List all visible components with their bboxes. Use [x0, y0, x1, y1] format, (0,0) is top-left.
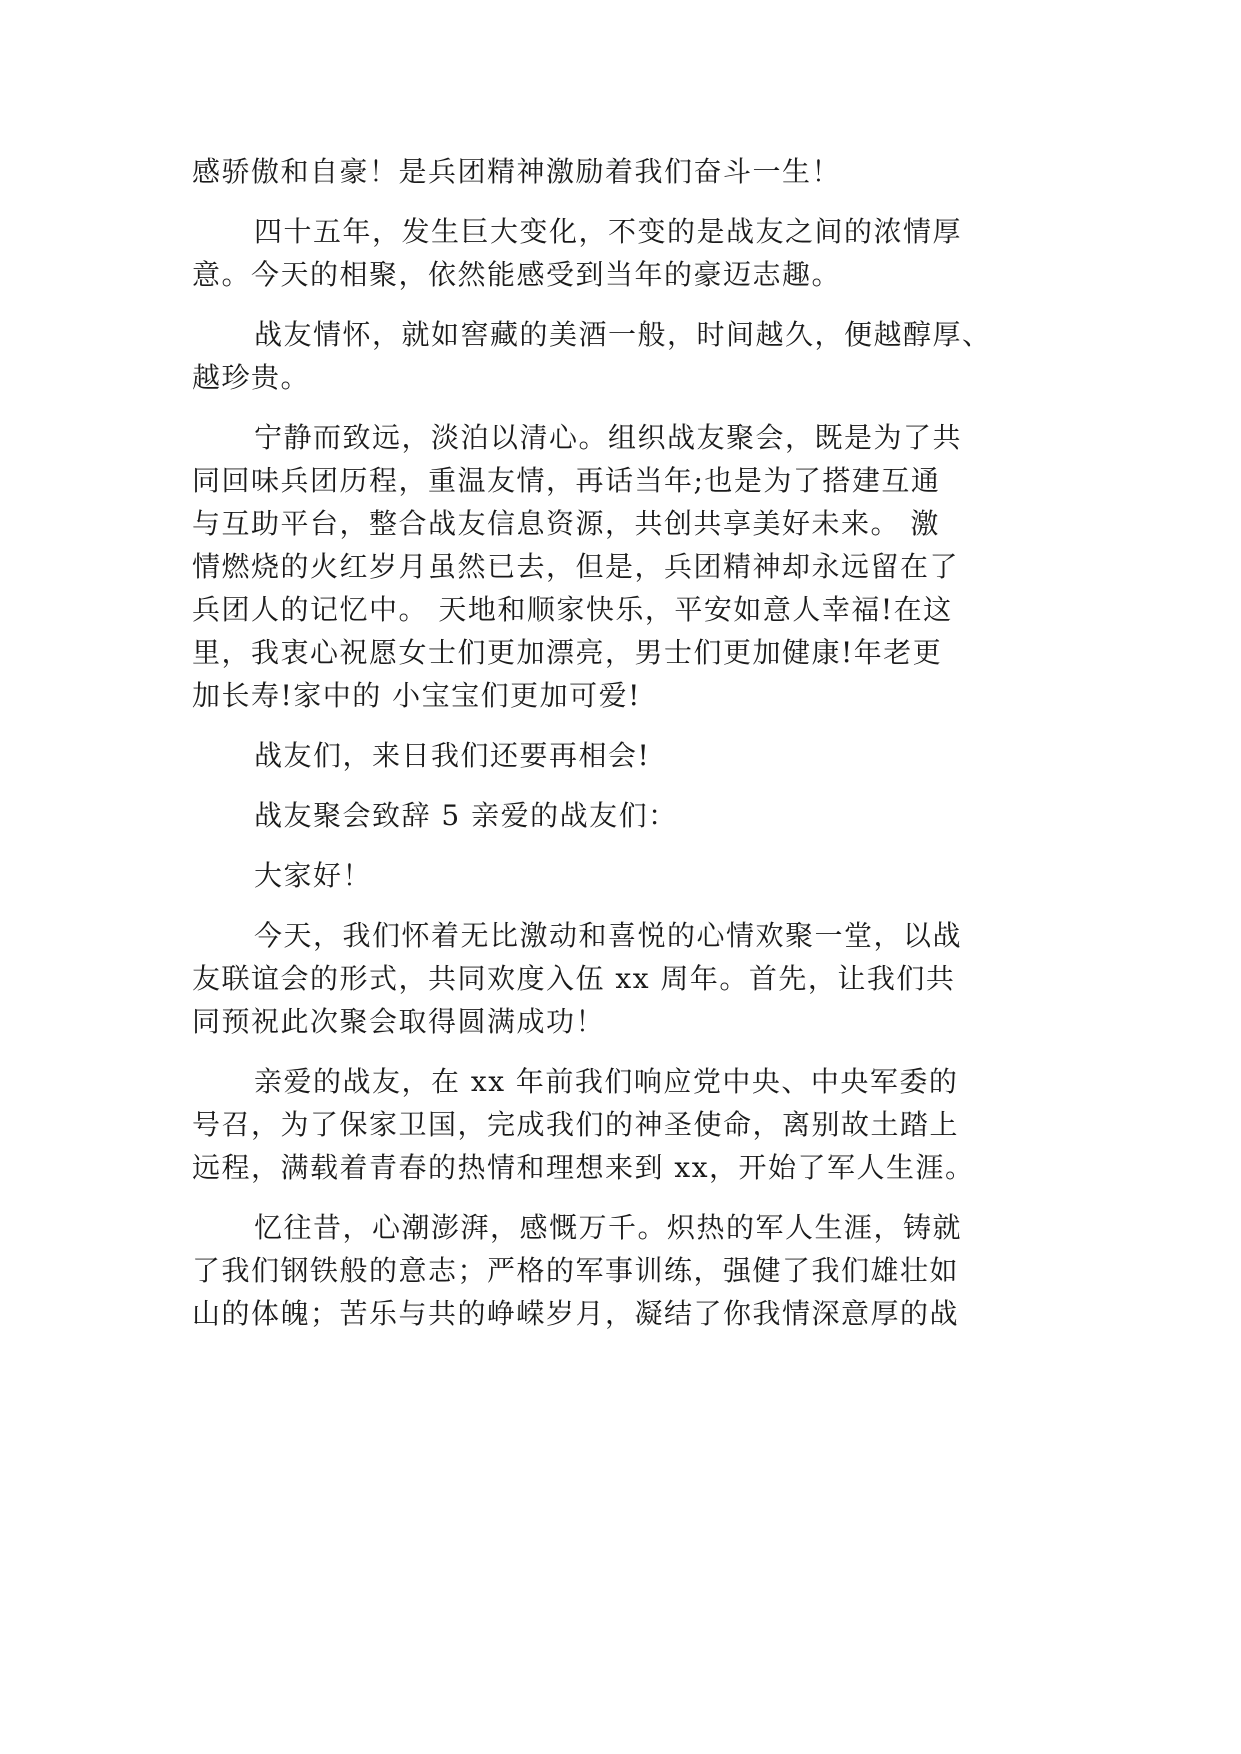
paragraph-spacing: [192, 296, 1062, 313]
text-line: 同回味兵团历程，重温友情，再话当年;也是为了搭建互通: [192, 464, 941, 497]
text-line: 远程，满载着青春的热情和理想来到 xx，开始了军人生涯。: [192, 1151, 975, 1184]
paragraph: [192, 734, 1062, 777]
paragraph-spacing: [192, 1189, 1062, 1206]
paragraph: [192, 794, 1062, 837]
text-line: 战友们，来日我们还要再相会!: [254, 739, 651, 772]
text-line: 山的体魄；苦乐与共的峥嵘岁月，凝结了你我情深意厚的战: [192, 1297, 960, 1330]
text-line: 与互助平台，整合战友信息资源，共创共享美好未来。 激: [192, 507, 940, 540]
text-line: 意。今天的相聚，依然能感受到当年的豪迈志趣。: [192, 258, 842, 291]
text-line: 同预祝此次聚会取得圆满成功！: [192, 1005, 606, 1038]
paragraph: [192, 914, 1062, 1043]
text-line: 四十五年，发生巨大变化，不变的是战友之间的浓情厚: [254, 215, 963, 248]
text-line: 战友情怀，就如窖藏的美酒一般，时间越久，便越醇厚、: [254, 318, 992, 351]
paragraph-spacing: [192, 399, 1062, 416]
text-line: 宁静而致远，淡泊以清心。组织战友聚会，既是为了共: [254, 421, 963, 454]
paragraph-spacing: [192, 837, 1062, 854]
text-line: 友联谊会的形式，共同欢度入伍 xx 周年。首先，让我们共: [192, 962, 956, 995]
paragraph-spacing: [192, 777, 1062, 794]
text-line: 兵团人的记忆中。 天地和顺家快乐，平安如意人幸福!在这: [192, 593, 953, 626]
paragraph: [192, 210, 1062, 296]
text-line: 今天，我们怀着无比激动和喜悦的心情欢聚一堂，以战: [254, 919, 963, 952]
text-line: 战友聚会致辞 5 亲爱的战友们：: [254, 799, 678, 832]
paragraph: [192, 1060, 1062, 1189]
paragraph: [192, 416, 1062, 717]
paragraph-spacing: [192, 1043, 1062, 1060]
text-line: 感骄傲和自豪！是兵团精神激励着我们奋斗一生！: [192, 155, 842, 188]
paragraph: [192, 150, 1062, 193]
text-line: 加长寿!家中的 小宝宝们更加可爱!: [192, 679, 641, 712]
text-line: 号召，为了保家卫国，完成我们的神圣使命，离别故土踏上: [192, 1108, 960, 1141]
text-line: 情燃烧的火红岁月虽然已去，但是，兵团精神却永远留在了: [192, 550, 960, 583]
document-body: [192, 150, 1062, 1335]
text-line: 里，我衷心祝愿女士们更加漂亮，男士们更加健康!年老更: [192, 636, 943, 669]
text-line: 忆往昔，心潮澎湃，感慨万千。炽热的军人生涯，铸就: [254, 1211, 963, 1244]
text-line: 大家好！: [254, 859, 373, 892]
paragraph: [192, 313, 1062, 399]
text-line: 越珍贵。: [192, 361, 311, 394]
text-line: 了我们钢铁般的意志；严格的军事训练，强健了我们雄壮如: [192, 1254, 960, 1287]
paragraph-spacing: [192, 717, 1062, 734]
paragraph: [192, 854, 1062, 897]
paragraph: [192, 1206, 1062, 1335]
paragraph-spacing: [192, 193, 1062, 210]
text-line: 亲爱的战友，在 xx 年前我们响应党中央、中央军委的: [254, 1065, 959, 1098]
paragraph-spacing: [192, 897, 1062, 914]
